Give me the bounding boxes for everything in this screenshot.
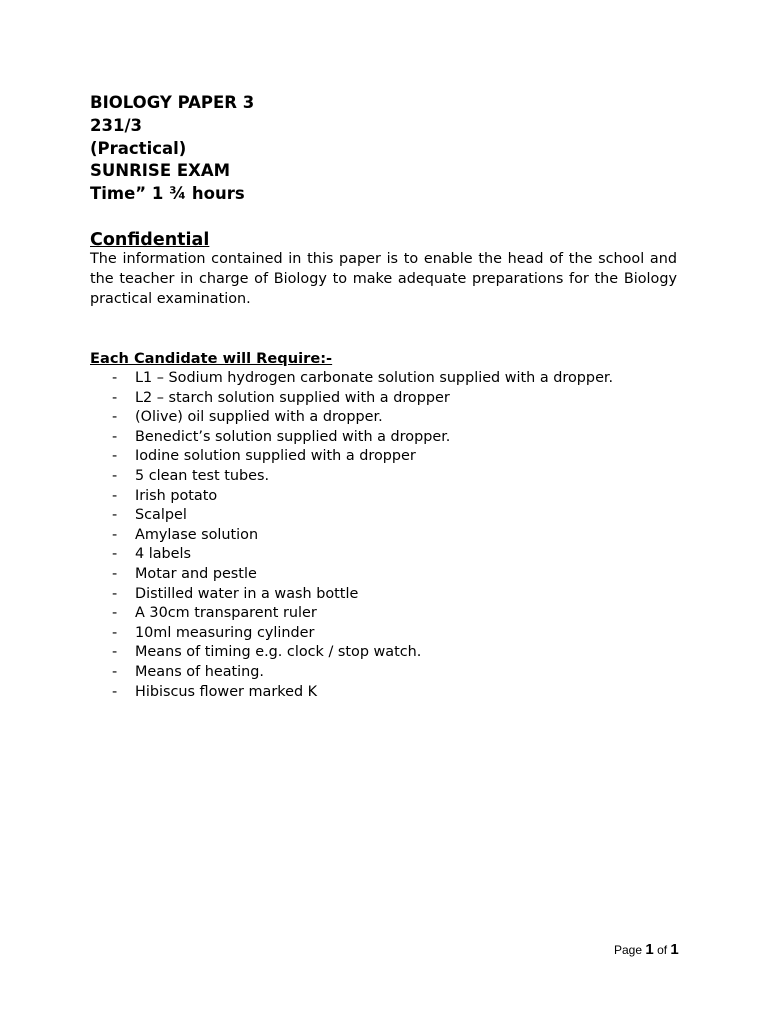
list-item (90, 369, 680, 389)
list-bullet: - (112, 585, 118, 602)
list-item (90, 624, 680, 644)
current-page-number: 1 (645, 941, 654, 958)
paper-type: (Practical) (90, 138, 187, 158)
requirements-heading: Each Candidate will Require:- (90, 350, 333, 367)
list-bullet: - (112, 507, 118, 524)
paper-code: 231/3 (90, 115, 142, 135)
list-item (90, 428, 680, 448)
list-bullet: - (112, 624, 118, 641)
list-item-text: 10ml measuring cylinder (135, 624, 315, 641)
list-item (90, 545, 680, 565)
list-bullet: - (112, 605, 118, 622)
list-bullet: - (112, 683, 118, 700)
list-item-text: 4 labels (135, 546, 192, 563)
list-bullet: - (112, 409, 118, 426)
list-bullet: - (112, 546, 118, 563)
list-item-text: 5 clean test tubes. (135, 467, 270, 484)
list-item-text: Means of timing e.g. clock / stop watch. (135, 644, 422, 661)
exam-name: SUNRISE EXAM (90, 161, 231, 181)
list-item-text: Benedict’s solution supplied with a dropper. (135, 428, 451, 445)
list-item-text: Amylase solution (135, 526, 259, 543)
list-item-text: Means of heating. (135, 663, 264, 680)
list-item (90, 683, 680, 703)
list-item (90, 467, 680, 487)
page-footer (614, 940, 679, 960)
of-label: of (657, 943, 668, 957)
list-bullet: - (112, 448, 118, 465)
list-item (90, 389, 680, 409)
confidential-paragraph: The information contained in this paper is to enable the head of the school and the teacher in charge of Biology to make adequate preparations for the Biology practical examination. (90, 251, 677, 307)
list-item (90, 565, 680, 585)
list-item-text: A 30cm transparent ruler (135, 605, 317, 622)
list-item-text: Motar and pestle (135, 565, 257, 582)
list-item-text: Hibiscus flower marked K (135, 683, 318, 700)
list-item-text: Distilled water in a wash bottle (135, 585, 359, 602)
list-item-text: Scalpel (135, 507, 187, 524)
list-item (90, 408, 680, 428)
list-bullet: - (112, 663, 118, 680)
list-item (90, 585, 680, 605)
list-item-text: Irish potato (135, 487, 218, 504)
page-label: Page (614, 943, 643, 957)
list-bullet: - (112, 467, 118, 484)
list-bullet: - (112, 565, 118, 582)
list-bullet: - (112, 644, 118, 661)
list-bullet: - (112, 487, 118, 504)
list-bullet: - (112, 370, 118, 386)
list-item-text: (Olive) oil supplied with a dropper. (135, 409, 383, 426)
total-pages-number: 1 (670, 941, 679, 958)
list-bullet: - (112, 389, 118, 406)
list-item (90, 526, 680, 546)
list-item (90, 487, 680, 507)
list-item (90, 506, 680, 526)
confidential-heading: Confidential (90, 230, 210, 250)
list-item (90, 604, 680, 624)
list-bullet: - (112, 428, 118, 445)
list-item (90, 447, 680, 467)
exam-header (90, 92, 680, 206)
list-bullet: - (112, 526, 118, 543)
exam-duration: Time” 1 ¾ hours (90, 184, 245, 204)
list-item (90, 663, 680, 683)
requirements-list (90, 369, 680, 702)
list-item-text: L1 – Sodium hydrogen carbonate solution supplied with a dropper. (135, 370, 614, 386)
list-item-text: Iodine solution supplied with a dropper (135, 448, 416, 465)
paper-title: BIOLOGY PAPER 3 (90, 93, 255, 112)
list-item-text: L2 – starch solution supplied with a dropper (135, 389, 450, 406)
list-item (90, 643, 680, 663)
